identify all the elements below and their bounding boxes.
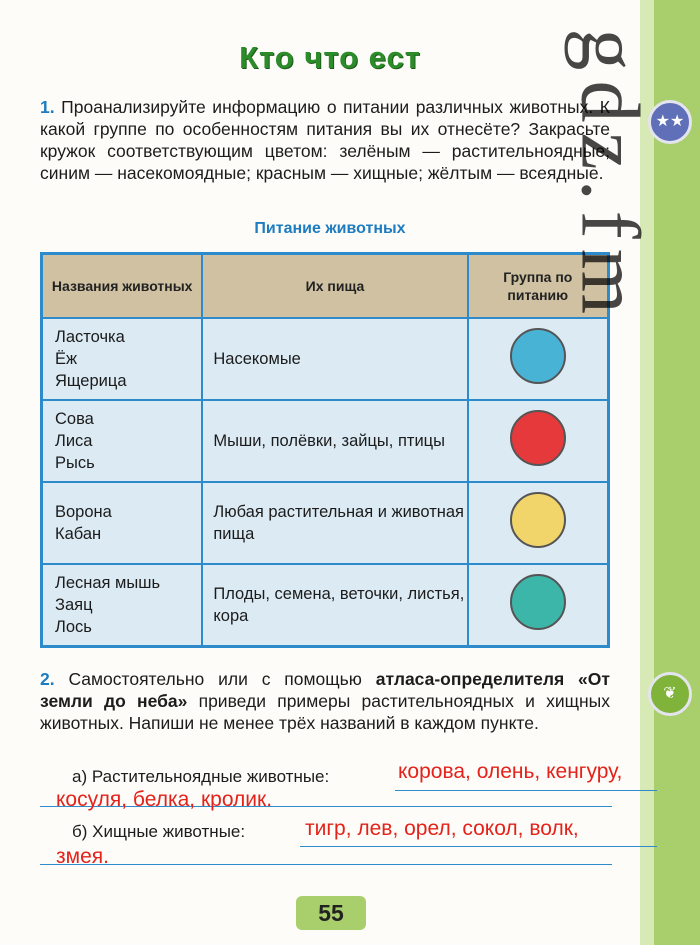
animal-name: Сова — [55, 410, 94, 428]
group-circle[interactable] — [510, 574, 566, 630]
leaf-badge-icon: ❦ — [648, 672, 692, 716]
animal-name: Лиса — [55, 432, 93, 450]
task-1-text — [40, 96, 610, 184]
feeding-table — [40, 252, 610, 648]
task-1-number: 1. — [40, 97, 55, 117]
animal-name: Ёж — [55, 350, 78, 368]
table-row — [42, 564, 609, 647]
answer-b-text-2[interactable]: змея. — [56, 845, 109, 868]
group-circle[interactable] — [510, 492, 566, 548]
animal-name: Рысь — [55, 454, 95, 472]
table-row — [42, 400, 609, 482]
food-cell: Плоды, семена, веточки, листья, кора — [202, 564, 467, 647]
answer-b-text-1[interactable]: тигр, лев, орел, сокол, волк, — [305, 817, 579, 840]
answer-b-label: б) Хищные животные: — [72, 822, 246, 841]
answer-a-label: а) Растительноядные животные: — [72, 767, 330, 786]
task-2-number: 2. — [40, 669, 55, 689]
task-2-body-end: приведи примеры растительноядных и хищных животных. Напиши не менее трёх названий в каждом пункте. — [40, 691, 610, 733]
task-1-body: Проанализируйте информацию о питании различных животных. К какой группе по особенностям питания вы их отнесёте? Закрасьте кружок соответствующим цветом: зелёным — растительноядные; синим — насекомоядные; красным — хищные; жёлтым — всеядные. — [40, 97, 610, 183]
answer-a-text-2[interactable]: косуля, белка, кролик. — [56, 788, 273, 811]
group-circle[interactable] — [510, 410, 566, 466]
animal-name: Лесная мышь — [55, 574, 161, 592]
task-2-text — [40, 668, 610, 734]
animals-cell — [42, 564, 203, 647]
table-title: Питание животных — [254, 220, 406, 237]
table-row — [42, 482, 609, 564]
task-2-atlas-ref: атласа-определителя «От земли до неба» — [40, 669, 610, 711]
task-2-body-start: Самостоятельно или с помощью — [68, 669, 376, 689]
animal-name: Кабан — [55, 525, 102, 543]
animal-name: Ящерица — [55, 372, 127, 390]
header-group: Группа по питанию — [468, 254, 609, 319]
page-number: 55 — [296, 896, 366, 930]
animal-name: Лось — [55, 618, 92, 636]
page-title: Кто что ест — [239, 40, 421, 75]
animals-cell — [42, 482, 203, 564]
group-circle[interactable] — [510, 328, 566, 384]
answer-a-text-1[interactable]: корова, олень, кенгуру, — [398, 760, 623, 783]
animal-name: Заяц — [55, 596, 93, 614]
food-cell: Насекомые — [202, 318, 467, 400]
header-animals: Названия животных — [42, 254, 203, 319]
animal-name: Ласточка — [55, 328, 125, 346]
watermark-text: gdz.fm — [563, 28, 657, 325]
animals-cell — [42, 318, 203, 400]
food-cell: Любая растительная и животная пища — [202, 482, 467, 564]
food-cell: Мыши, полёвки, зайцы, птицы — [202, 400, 467, 482]
answer-b-line-2 — [40, 864, 612, 865]
table-row — [42, 318, 609, 400]
watermark — [560, 0, 657, 940]
animals-cell — [42, 400, 203, 482]
star-badge-icon: ★★ — [648, 100, 692, 144]
header-food: Их пища — [202, 254, 467, 319]
animal-name: Ворона — [55, 503, 112, 521]
